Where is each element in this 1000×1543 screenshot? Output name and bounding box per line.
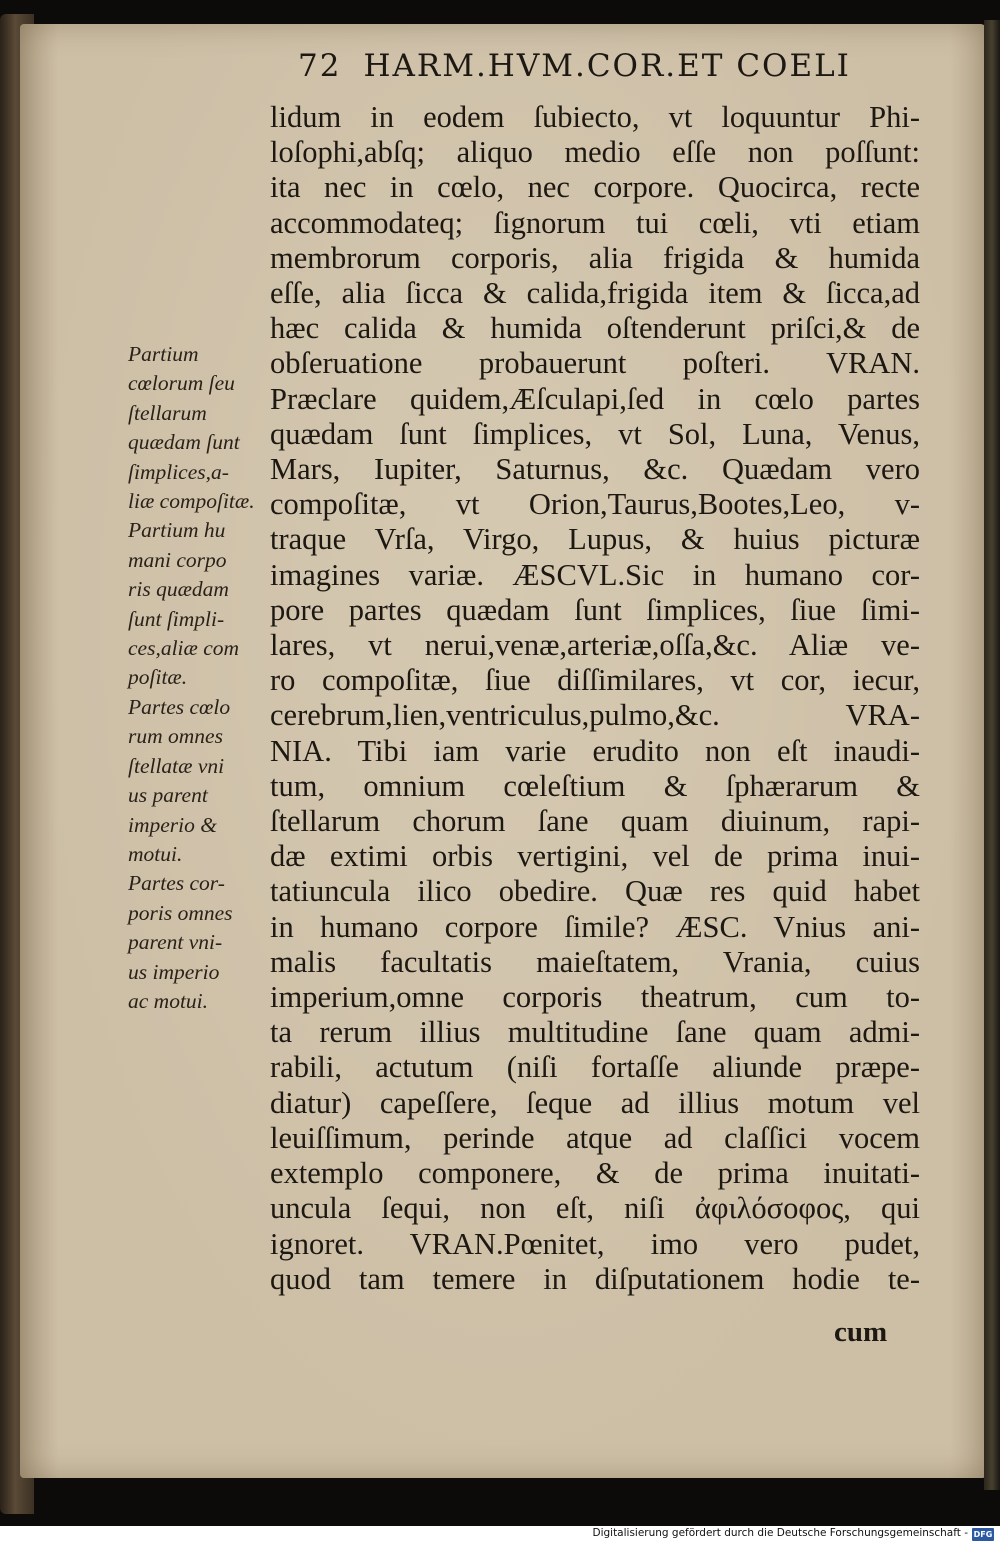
text-line: ignoret. VRAN.Pœnitet, imo vero pudet, (270, 1226, 920, 1261)
catchword: cum (834, 1316, 888, 1348)
margin-note-line: ſunt ſimpli- (128, 606, 225, 631)
margin-note-line: cœlorum ſeu (128, 371, 235, 396)
margin-note-line: ſtellarum (128, 400, 207, 425)
text-line: accommodateq; ſignorum tui cœli, vti etiam (270, 205, 920, 240)
margin-note-line: poris omnes (128, 900, 233, 925)
digitization-credit: Digitalisierung gefördert durch die Deutsche Forschungsgemeinschaft - (592, 1527, 968, 1539)
page-number: 72 (298, 48, 342, 84)
text-line: ro compoſitæ, ſiue diſſimilares, vt cor, iecur, (270, 663, 920, 698)
text-line: tum, omnium cœleſtium & ſphærarum & (270, 768, 920, 803)
text-line: tatiuncula ilico obedire. Quæ res quid habet (270, 874, 920, 909)
margin-note-line: Partium (128, 342, 199, 366)
text-line: ta rerum illius multitudine ſane quam admi- (270, 1015, 920, 1050)
text-line: loſophi,abſq; aliquo medio eſſe non poſſunt: (270, 135, 920, 170)
margin-note-line: ſimplices,a- (128, 459, 229, 484)
page-edge (984, 20, 1000, 1490)
text-line: NIA. Tibi iam varie erudito non eſt inaudi- (270, 733, 920, 768)
text-line: extemplo componere, & de prima inuitati- (270, 1156, 920, 1191)
text-line: ita nec in cœlo, nec corpore. Quocirca, recte (270, 170, 920, 205)
margin-note-line: quædam ſunt (128, 430, 240, 455)
running-title: HARM.HVM.COR.ET COELI (363, 48, 851, 84)
margin-note-line: ſtellatæ vni (128, 753, 225, 778)
margin-note-line: liæ compoſitæ. (128, 489, 255, 514)
margin-note-line: Partium hu (128, 518, 226, 543)
margin-note-line: ris quædam (128, 577, 229, 602)
margin-notes (128, 340, 278, 1016)
text-line: in humano corpore ſimile? ÆSC. Vnius ani- (270, 909, 920, 944)
margin-note-line: Partes cor- (128, 871, 225, 896)
text-line: imperium,omne corporis theatrum, cum to- (270, 980, 920, 1015)
text-line: uncula ſequi, non eſt, niſi ἀφιλόσοφος, qui (270, 1191, 920, 1226)
text-line: eſſe, alia ſicca & calida,frigida item & ſicca,ad (270, 276, 920, 311)
margin-note-line: us parent (128, 783, 208, 808)
dfg-logo: DFG (973, 1530, 993, 1539)
text-line: hæc calida & humida oſtenderunt priſci,& de (270, 311, 920, 346)
text-line: Mars, Iupiter, Saturnus, &c. Quædam vero (270, 452, 920, 487)
margin-note-line: parent vni- (128, 930, 223, 955)
text-line: compoſitæ, vt Orion,Taurus,Bootes,Leo, v- (270, 487, 920, 522)
text-line: lidum in eodem ſubiecto, vt loquuntur Phi- (270, 100, 920, 134)
text-line: leuiſſimum, perinde atque ad claſſici vocem (270, 1120, 920, 1155)
margin-note-line: imperio & (128, 812, 217, 837)
text-line: ſtellarum chorum ſane quam diuinum, rapi- (270, 804, 920, 839)
text-line: Præclare quidem,Æſculapi,ſed in cœlo partes (270, 381, 920, 416)
margin-note-line: Partes cœlo (128, 694, 231, 719)
text-line: quod tam temere in diſputationem hodie te- (270, 1261, 920, 1296)
margin-note-line: mani corpo (128, 547, 227, 572)
margin-note-line: poſitæ. (128, 665, 188, 690)
margin-note-line: ces,aliæ com (128, 636, 240, 661)
running-header (298, 48, 898, 84)
text-line: dæ extimi orbis vertigini, vel de prima inui- (270, 839, 920, 874)
margin-note-line: ac motui. (128, 988, 209, 1013)
text-line: cerebrum,lien,ventriculus,pulmo,&c. VRA- (270, 698, 920, 733)
text-line: diatur) capeſſere, ſeque ad illius motum vel (270, 1085, 920, 1120)
text-line: rabili, actutum (niſi fortaſſe aliunde præpe- (270, 1050, 920, 1085)
text-line: traque Vrſa, Virgo, Lupus, & huius picturæ (270, 522, 920, 557)
text-line: pore partes quædam ſunt ſimplices, ſiue ſimi- (270, 592, 920, 627)
text-line: membrorum corporis, alia frigida & humida (270, 240, 920, 275)
margin-note-line: motui. (128, 841, 183, 866)
text-line: quædam ſunt ſimplices, vt Sol, Luna, Venus, (270, 416, 920, 451)
main-text-block (270, 100, 920, 1297)
text-line: malis facultatis maieſtatem, Vrania, cuius (270, 944, 920, 979)
text-line: lares, vt nerui,venæ,arteriæ,oſſa,&c. Aliæ ve- (270, 628, 920, 663)
margin-note-line: us imperio (128, 959, 220, 984)
text-line: imagines variæ. ÆSCVL.Sic in humano cor- (270, 557, 920, 592)
margin-note-line: rum omnes (128, 724, 223, 749)
text-line: obſeruatione probauerunt poſteri. VRAN. (270, 346, 920, 381)
